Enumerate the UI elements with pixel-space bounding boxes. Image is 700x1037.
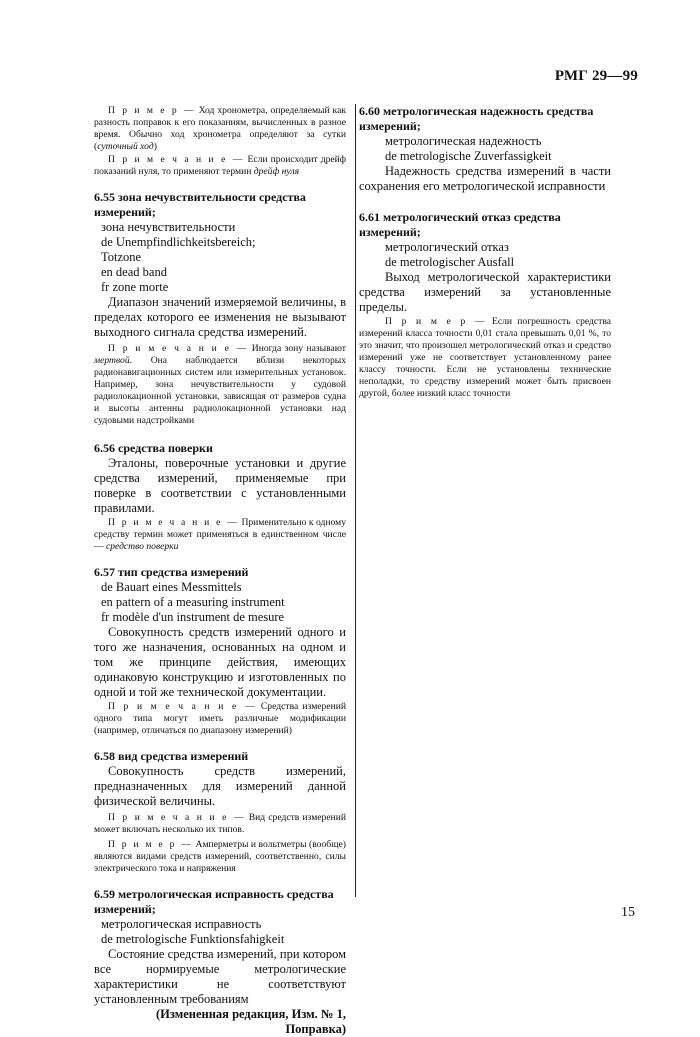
term-line: Totzone bbox=[101, 250, 142, 264]
term-line: метрологическая исправность bbox=[101, 917, 262, 931]
section-heading: 6.55 зона нечувствительности средства измерений; bbox=[94, 190, 306, 219]
section-6-57 bbox=[94, 565, 346, 737]
term-line: de Unempfindlichkeitsbereich; bbox=[101, 235, 256, 249]
definition: Совокупность средств измерений одного и того же назначения, основанных на одном и том же принципе действия, имеющих одинаковую конструкцию и изготовленных по одной и той же технической документации. bbox=[94, 625, 346, 699]
definition: Выход метрологической характеристики средства измерений за установленные пределы. bbox=[359, 270, 611, 314]
note: П р и м е ч а н и е — Вид средств измерений может включать несколько их типов. bbox=[94, 812, 346, 835]
section-heading: 6.57 тип средства измерений bbox=[94, 565, 249, 579]
term-line: метрологическая надежность bbox=[385, 134, 542, 148]
note: П р и м е ч а н и е — Иногда зону называют мертвой. Она наблюдается вблизи некоторых радионавигационных систем или измерительных установок. Например, зона нечувствительности у судовой радиолокационной установки, зависящая от размеров судна и высоты антенны радиолокационной установки над судовыми надстройками bbox=[94, 343, 346, 426]
term-line: de metrologische Funktionsfahigkeit bbox=[101, 932, 285, 946]
note: П р и м е ч а н и е — Применительно к одному средству термин может применяться в единственном числе — средство поверки bbox=[94, 517, 347, 552]
section-6-56 bbox=[94, 441, 346, 553]
intro-note: П р и м е ч а н и е — Если происходит дрейф показаний нуля, то применяют термин дрейф нуля bbox=[94, 154, 346, 177]
term-line: de metrologischer Ausfall bbox=[385, 255, 515, 269]
definition: Диапазон значений измеряемой величины, в пределах которого ее изменения не вызывают выходного сигнала средства измерений. bbox=[94, 295, 346, 339]
left-column bbox=[94, 104, 346, 1037]
section-heading: 6.61 метрологический отказ средства измерений; bbox=[359, 210, 561, 239]
intro-example: П р и м е р — Ход хронометра, определяемый как разность поправок к его показаниям, вычисленных в разное время. Обычно ход хронометра определяют за сутки (суточный ход) bbox=[94, 105, 346, 152]
amendment-note: (Измененная редакция, Изм. № 1, Поправка) bbox=[155, 1007, 346, 1036]
term-line: метрологический отказ bbox=[385, 240, 509, 254]
right-column bbox=[355, 104, 611, 897]
section-6-55 bbox=[94, 190, 346, 427]
term-line: en dead band bbox=[101, 265, 167, 279]
definition: Состояние средства измерений, при котором все нормируемые метрологические характеристики не соответствуют установленным требованиям bbox=[94, 947, 346, 1006]
note: П р и м е ч а н и е — Средства измерений одного типа могут иметь различные модификации (например, отличаться по диапазону измерений) bbox=[94, 701, 347, 736]
term-line: de metrologische Zuverfassigkeit bbox=[385, 149, 552, 163]
section-heading: 6.60 метрологическая надежность средства измерений; bbox=[359, 104, 594, 133]
term-line: en pattern of a measuring instrument bbox=[101, 595, 285, 609]
section-6-61 bbox=[359, 210, 611, 400]
section-heading: 6.58 вид средства измерений bbox=[94, 749, 249, 763]
term-line: fr zone morte bbox=[101, 280, 169, 294]
term-line: fr modèle d'un instrument de mesure bbox=[101, 610, 285, 624]
section-6-60 bbox=[359, 104, 611, 194]
example: П р и м е р — Амперметры и вольтметры (вообще) являются видами средств измерений, соответственно, силы электрического тока и напряжения bbox=[94, 839, 346, 874]
definition: Эталоны, поверочные установки и другие средства измерений, применяемые при поверке в соответствии с установленными правилами. bbox=[94, 456, 346, 515]
example: П р и м е р — Если погрешность средства измерений класса точности 0,01 стала превышать 0,01 %, то это значит, что произошел метрологический отказ и средство измерений уже не соответствует установленному ранее классу точности. Если не установлены технические неполадки, то средству измерений может быть присвоен другой, более низкий класс точности bbox=[359, 316, 611, 399]
section-heading: 6.59 метрологическая исправность средства измерений; bbox=[94, 887, 334, 916]
term-line: зона нечувствительности bbox=[101, 220, 236, 234]
definition: Надежность средства измерений в части сохранения его метрологической исправности bbox=[359, 164, 611, 193]
page-number: 15 bbox=[621, 905, 635, 920]
section-6-58 bbox=[94, 749, 346, 875]
section-heading: 6.56 средства поверки bbox=[94, 441, 213, 455]
document-code: РМГ 29—99 bbox=[554, 68, 638, 84]
term-line: de Bauart eines Messmittels bbox=[101, 580, 242, 594]
section-6-59 bbox=[94, 887, 346, 1037]
definition: Совокупность средств измерений, предназначенных для измерений данной физической величины. bbox=[94, 764, 346, 808]
